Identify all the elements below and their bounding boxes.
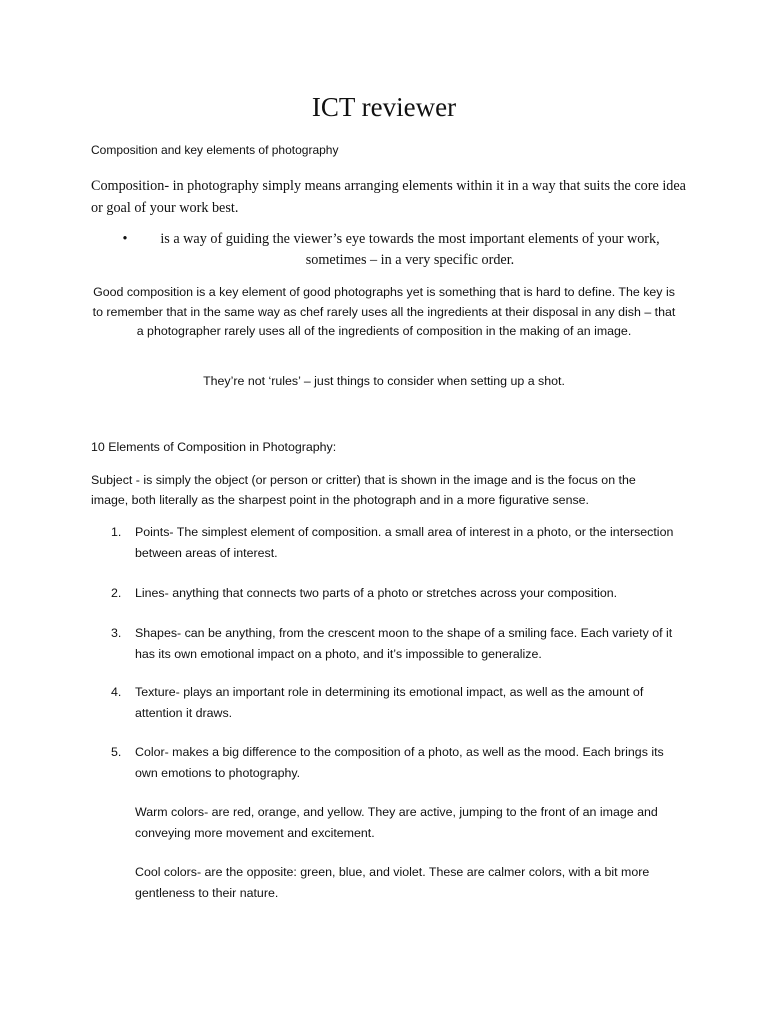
subject-paragraph: Subject - is simply the object (or person or critter) that is shown in the image and is the focus on the image, both literally as the sharpest point in the photograph and in a more figurative sense. xyxy=(91,473,636,507)
elements-heading: 10 Elements of Composition in Photography: xyxy=(91,440,337,454)
list-item-number: 1. xyxy=(111,525,122,539)
list-item-text: Shapes- can be anything, from the crescent moon to the shape of a smiling face. Each variety of it has its own emotional impact on a photo, and it’s impossible to generalize. xyxy=(135,626,673,661)
bullet-dot-icon: • xyxy=(122,231,128,247)
list-item-number: 5. xyxy=(111,745,122,759)
list-item-text: Texture- plays an important role in determining its emotional impact, as well as the amount of attention it draws. xyxy=(135,685,644,720)
cool-colors-paragraph: Cool colors- are the opposite: green, blue, and violet. These are calmer colors, with a bit more gentleness to their nature. xyxy=(135,865,650,900)
good-composition-paragraph: Good composition is a key element of good photographs yet is something that is hard to define. The key is to remember that in the same way as chef rarely uses all the ingredients at their disposal in any dish – that a photographer rarely uses all of the ingredients of composition in the making of an image. xyxy=(92,285,676,339)
subheading: Composition and key elements of photography xyxy=(91,143,339,157)
list-item-number: 4. xyxy=(111,685,122,699)
list-item-text: Lines- anything that connects two parts of a photo or stretches across your composition. xyxy=(135,586,618,600)
rules-line: They’re not ‘rules’ – just things to consider when setting up a shot. xyxy=(203,374,565,388)
list-item-text: Color- makes a big difference to the composition of a photo, as well as the mood. Each brings its own emotions to photography. xyxy=(135,745,664,780)
list-item-text: Points- The simplest element of composition. a small area of interest in a photo, or the intersection between areas of interest. xyxy=(135,525,674,560)
bullet-text: is a way of guiding the viewer’s eye towards the most important elements of your work, sometimes – in a very specific order. xyxy=(160,231,660,268)
intro-paragraph: Composition- in photography simply means arranging elements within it in a way that suits the core idea or goal of your work best. xyxy=(91,178,686,216)
warm-colors-paragraph: Warm colors- are red, orange, and yellow. They are active, jumping to the front of an image and conveying more movement and excitement. xyxy=(135,805,658,840)
page-title: ICT reviewer xyxy=(311,92,457,122)
list-item-number: 2. xyxy=(111,586,122,600)
list-item-number: 3. xyxy=(111,626,122,640)
